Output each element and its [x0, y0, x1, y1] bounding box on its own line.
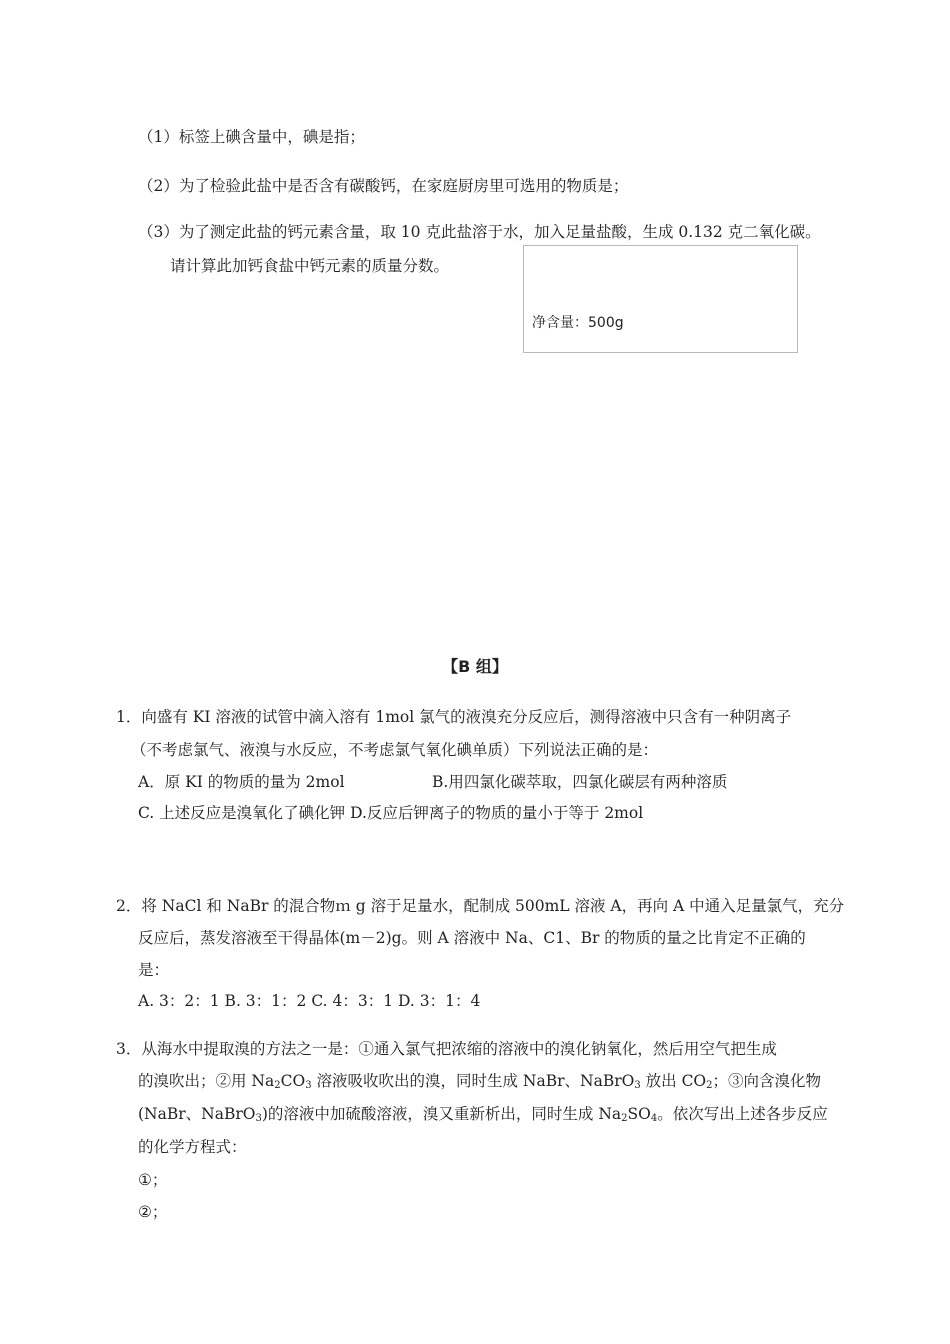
net-content-text: 净含量：500g — [532, 315, 624, 331]
problem-3-line3: (NaBr、NaBrO$_3$)的溶液中加硫酸溶液，溴又重新析出，同时生成 $Na_2SO_4$。依次写出上述各步反应 — [138, 1105, 828, 1124]
problem-3-line4: 的化学方程式： — [138, 1138, 247, 1156]
problem-1-option-cd: C. 上述反应是溴氧化了碘化钾 D.反应后钾离子的物质的量小于等于 2mol — [138, 804, 644, 822]
problem-2-options: A. 3：2：1 B. 3：1：2 C. 4：3：1 D. 3：1：4 — [138, 992, 481, 1010]
problem-2-line1: 2．将 NaCl 和 NaBr 的混合物ｍ g 溶于足量水，配制成 500mL 溶液 A，再向 A 中通入足量氯气，充分 — [116, 897, 845, 915]
question-a1: （1）标签上碘含量中，碘是指； — [138, 128, 365, 146]
salt-label-box — [523, 245, 798, 353]
problem-2-line3: 是： — [138, 961, 170, 979]
problem-1-option-a: A．原 KI 的物质的量为 2mol — [138, 773, 345, 791]
problem-1-line1: 1．向盛有 KI 溶液的试管中滴入溶有 1mol 氯气的液溴充分反应后，测得溶液中只含有一种阴离子 — [116, 708, 792, 726]
question-a2: （2）为了检验此盐中是否含有碳酸钙，在家庭厨房里可选用的物质是； — [138, 177, 629, 195]
section-b-heading: 【B 组】 — [442, 657, 508, 676]
problem-3-answer-2: ②； — [138, 1203, 168, 1221]
problem-1-option-b: B.用四氯化碳萃取，四氯化碳层有两种溶质 — [432, 773, 728, 791]
problem-1-line2: （不考虑氯气、液溴与水反应，不考虑氯气氧化碘单质）下列说法正确的是： — [131, 741, 659, 759]
problem-3-line2: 的溴吹出；②用 $Na_2CO_3$ 溶液吸收吹出的溴，同时生成 NaBr、NaBrO$_3$ 放出 $CO_2$；③向含溴化物 — [138, 1072, 822, 1091]
problem-3-answer-1: ①； — [138, 1171, 168, 1189]
question-a3-line1: （3）为了测定此盐的钙元素含量，取 10 克此盐溶于水，加入足量盐酸，生成 0.132 克二氧化碳。 — [138, 223, 821, 241]
question-a3-line2: 请计算此加钙食盐中钙元素的质量分数。 — [170, 257, 450, 275]
problem-2-line2: 反应后，蒸发溶液至干得晶体(m－2)g。则 A 溶液中 Na、C1、Br 的物质的量之比肯定不正确的 — [138, 929, 806, 947]
problem-3-line1: 3．从海水中提取溴的方法之一是：①通入氯气把浓缩的溶液中的溴化钠氧化，然后用空气把生成 — [116, 1040, 777, 1058]
